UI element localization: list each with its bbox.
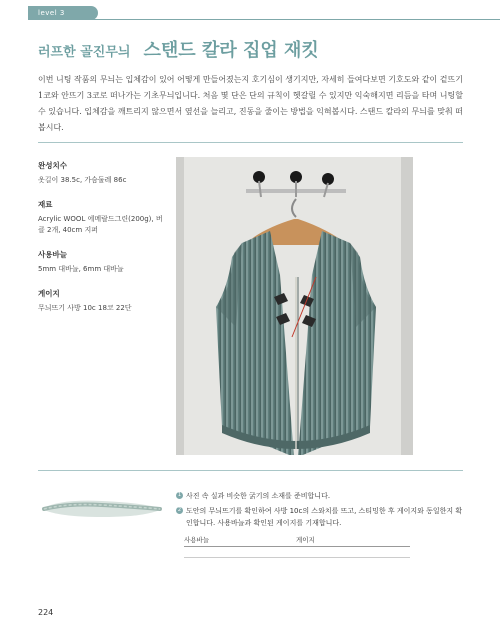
gauge-record-table bbox=[184, 534, 410, 558]
intro-paragraph: 이번 니팅 작품의 무늬는 입체감이 있어 어떻게 만들어졌는지 호기심이 생기지만, 자세히 들여다보면 기호도와 같이 겉뜨기 1코와 안뜨기 3코로 떠나가는 기초무늬입니다. 처음 몇 단은 단의 규칙이 헷갈릴 수 있지만 익숙해지면 리듬을 타며 니팅할 수 있습니다. 입체감을 깨트리지 않으면서 옆선을 늘리고, 진동을 줄이는 방법을 익혀봅시다. 스탠드 칼라의 무늬를 맞춰 떠 봅시다. bbox=[38, 75, 463, 132]
spec-materials bbox=[38, 199, 168, 236]
title-subtitle: 러프한 골진무늬 bbox=[38, 45, 131, 60]
page-title bbox=[38, 36, 319, 62]
spec-value: 옷길이 38.5c, 가슴둘레 86c bbox=[38, 176, 127, 184]
divider-top bbox=[38, 142, 463, 143]
yarn-swatch bbox=[38, 487, 166, 529]
level-stars: ★★★★★ bbox=[38, 23, 72, 31]
step-text: 사진 속 실과 비슷한 굵기의 소재를 준비합니다. bbox=[186, 492, 331, 500]
spec-list bbox=[38, 160, 168, 327]
title-main: 스탠드 칼라 집업 재킷 bbox=[143, 40, 319, 61]
header-rule bbox=[28, 19, 500, 20]
spec-label: 완성치수 bbox=[38, 161, 67, 170]
gauge-table-header bbox=[184, 534, 410, 547]
level-label: level 3 bbox=[38, 9, 65, 17]
step-number: 2 bbox=[177, 507, 182, 513]
spec-needles bbox=[38, 249, 168, 275]
spec-value: Acrylic WOOL 에메랄드그린(200g), 버클 2개, 40cm 지퍼 bbox=[38, 215, 163, 234]
needle-column-label: 사용바늘 bbox=[184, 536, 210, 544]
spec-value: 5mm 대바늘, 6mm 대바늘 bbox=[38, 265, 124, 273]
yarn-strand-image bbox=[38, 487, 166, 529]
spec-value: 무늬뜨기 사방 10c 18코 22단 bbox=[38, 304, 132, 312]
divider-bottom bbox=[38, 470, 463, 471]
spec-size bbox=[38, 160, 168, 186]
instruction-steps bbox=[176, 490, 466, 532]
spec-label: 재료 bbox=[38, 200, 53, 209]
gauge-column-label: 게이지 bbox=[296, 536, 315, 544]
step-number: 1 bbox=[177, 492, 182, 498]
page-number: 224 bbox=[38, 608, 54, 617]
knitted-vest-image bbox=[176, 157, 413, 455]
step-item bbox=[176, 490, 466, 502]
spec-label: 사용바늘 bbox=[38, 250, 67, 259]
step-item bbox=[176, 505, 466, 529]
gauge-entry-line[interactable] bbox=[184, 547, 410, 558]
step-text: 도안의 무늬뜨기를 확인하여 사방 10c의 스와치를 뜨고, 스티밍한 후 게이지와 동일한지 확인합니다. 사용바늘과 확인된 게이지를 기재합니다. bbox=[186, 507, 463, 527]
level-badge bbox=[28, 6, 98, 31]
spec-label: 게이지 bbox=[38, 289, 60, 298]
spec-gauge bbox=[38, 288, 168, 314]
vest-photo bbox=[176, 157, 413, 455]
level-header bbox=[0, 6, 500, 31]
